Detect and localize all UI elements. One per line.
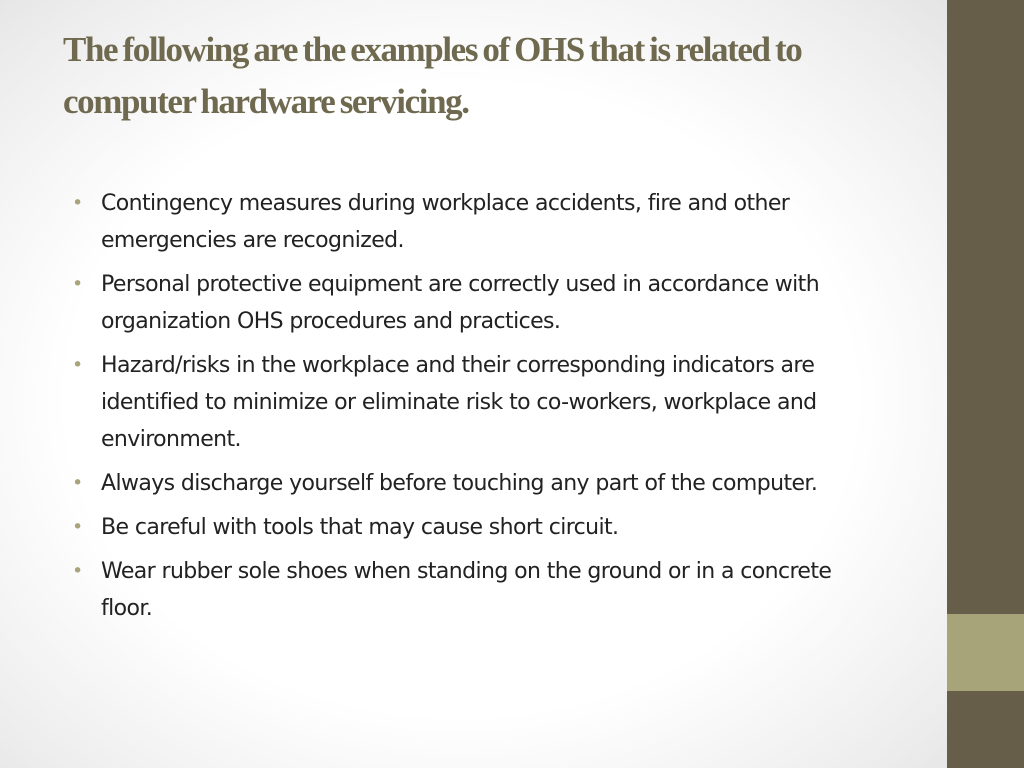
bullet-text: Be careful with tools that may cause short circuit. <box>101 515 619 540</box>
bullet-text: Hazard/risks in the workplace and their corresponding indicators are identified to minimize or eliminate risk to co-workers, workplace and environment. <box>101 353 817 452</box>
bullet-item <box>72 347 882 458</box>
bullet-item <box>72 553 882 627</box>
slide-title: The following are the examples of OHS that is related to computer hardware servicing. <box>63 30 802 121</box>
bullet-item <box>72 509 882 546</box>
bullet-text: Wear rubber sole shoes when standing on the ground or in a concrete floor. <box>101 559 832 621</box>
bullet-text: Personal protective equipment are correctly used in accordance with organization OHS procedures and practices. <box>101 272 820 334</box>
bullet-list <box>72 185 882 634</box>
bullet-item <box>72 465 882 502</box>
bullet-dot-icon: • <box>72 516 83 538</box>
bullet-dot-icon: • <box>72 472 83 494</box>
bullet-dot-icon: • <box>72 273 83 295</box>
bullet-item <box>72 266 882 340</box>
bullet-dot-icon: • <box>72 192 83 214</box>
decorative-sidebar-accent <box>947 614 1024 691</box>
bullet-dot-icon: • <box>72 354 83 376</box>
bullet-text: Contingency measures during workplace accidents, fire and other emergencies are recognized. <box>101 191 790 253</box>
bullet-text: Always discharge yourself before touching any part of the computer. <box>101 471 818 496</box>
bullet-dot-icon: • <box>72 560 83 582</box>
bullet-item <box>72 185 882 259</box>
